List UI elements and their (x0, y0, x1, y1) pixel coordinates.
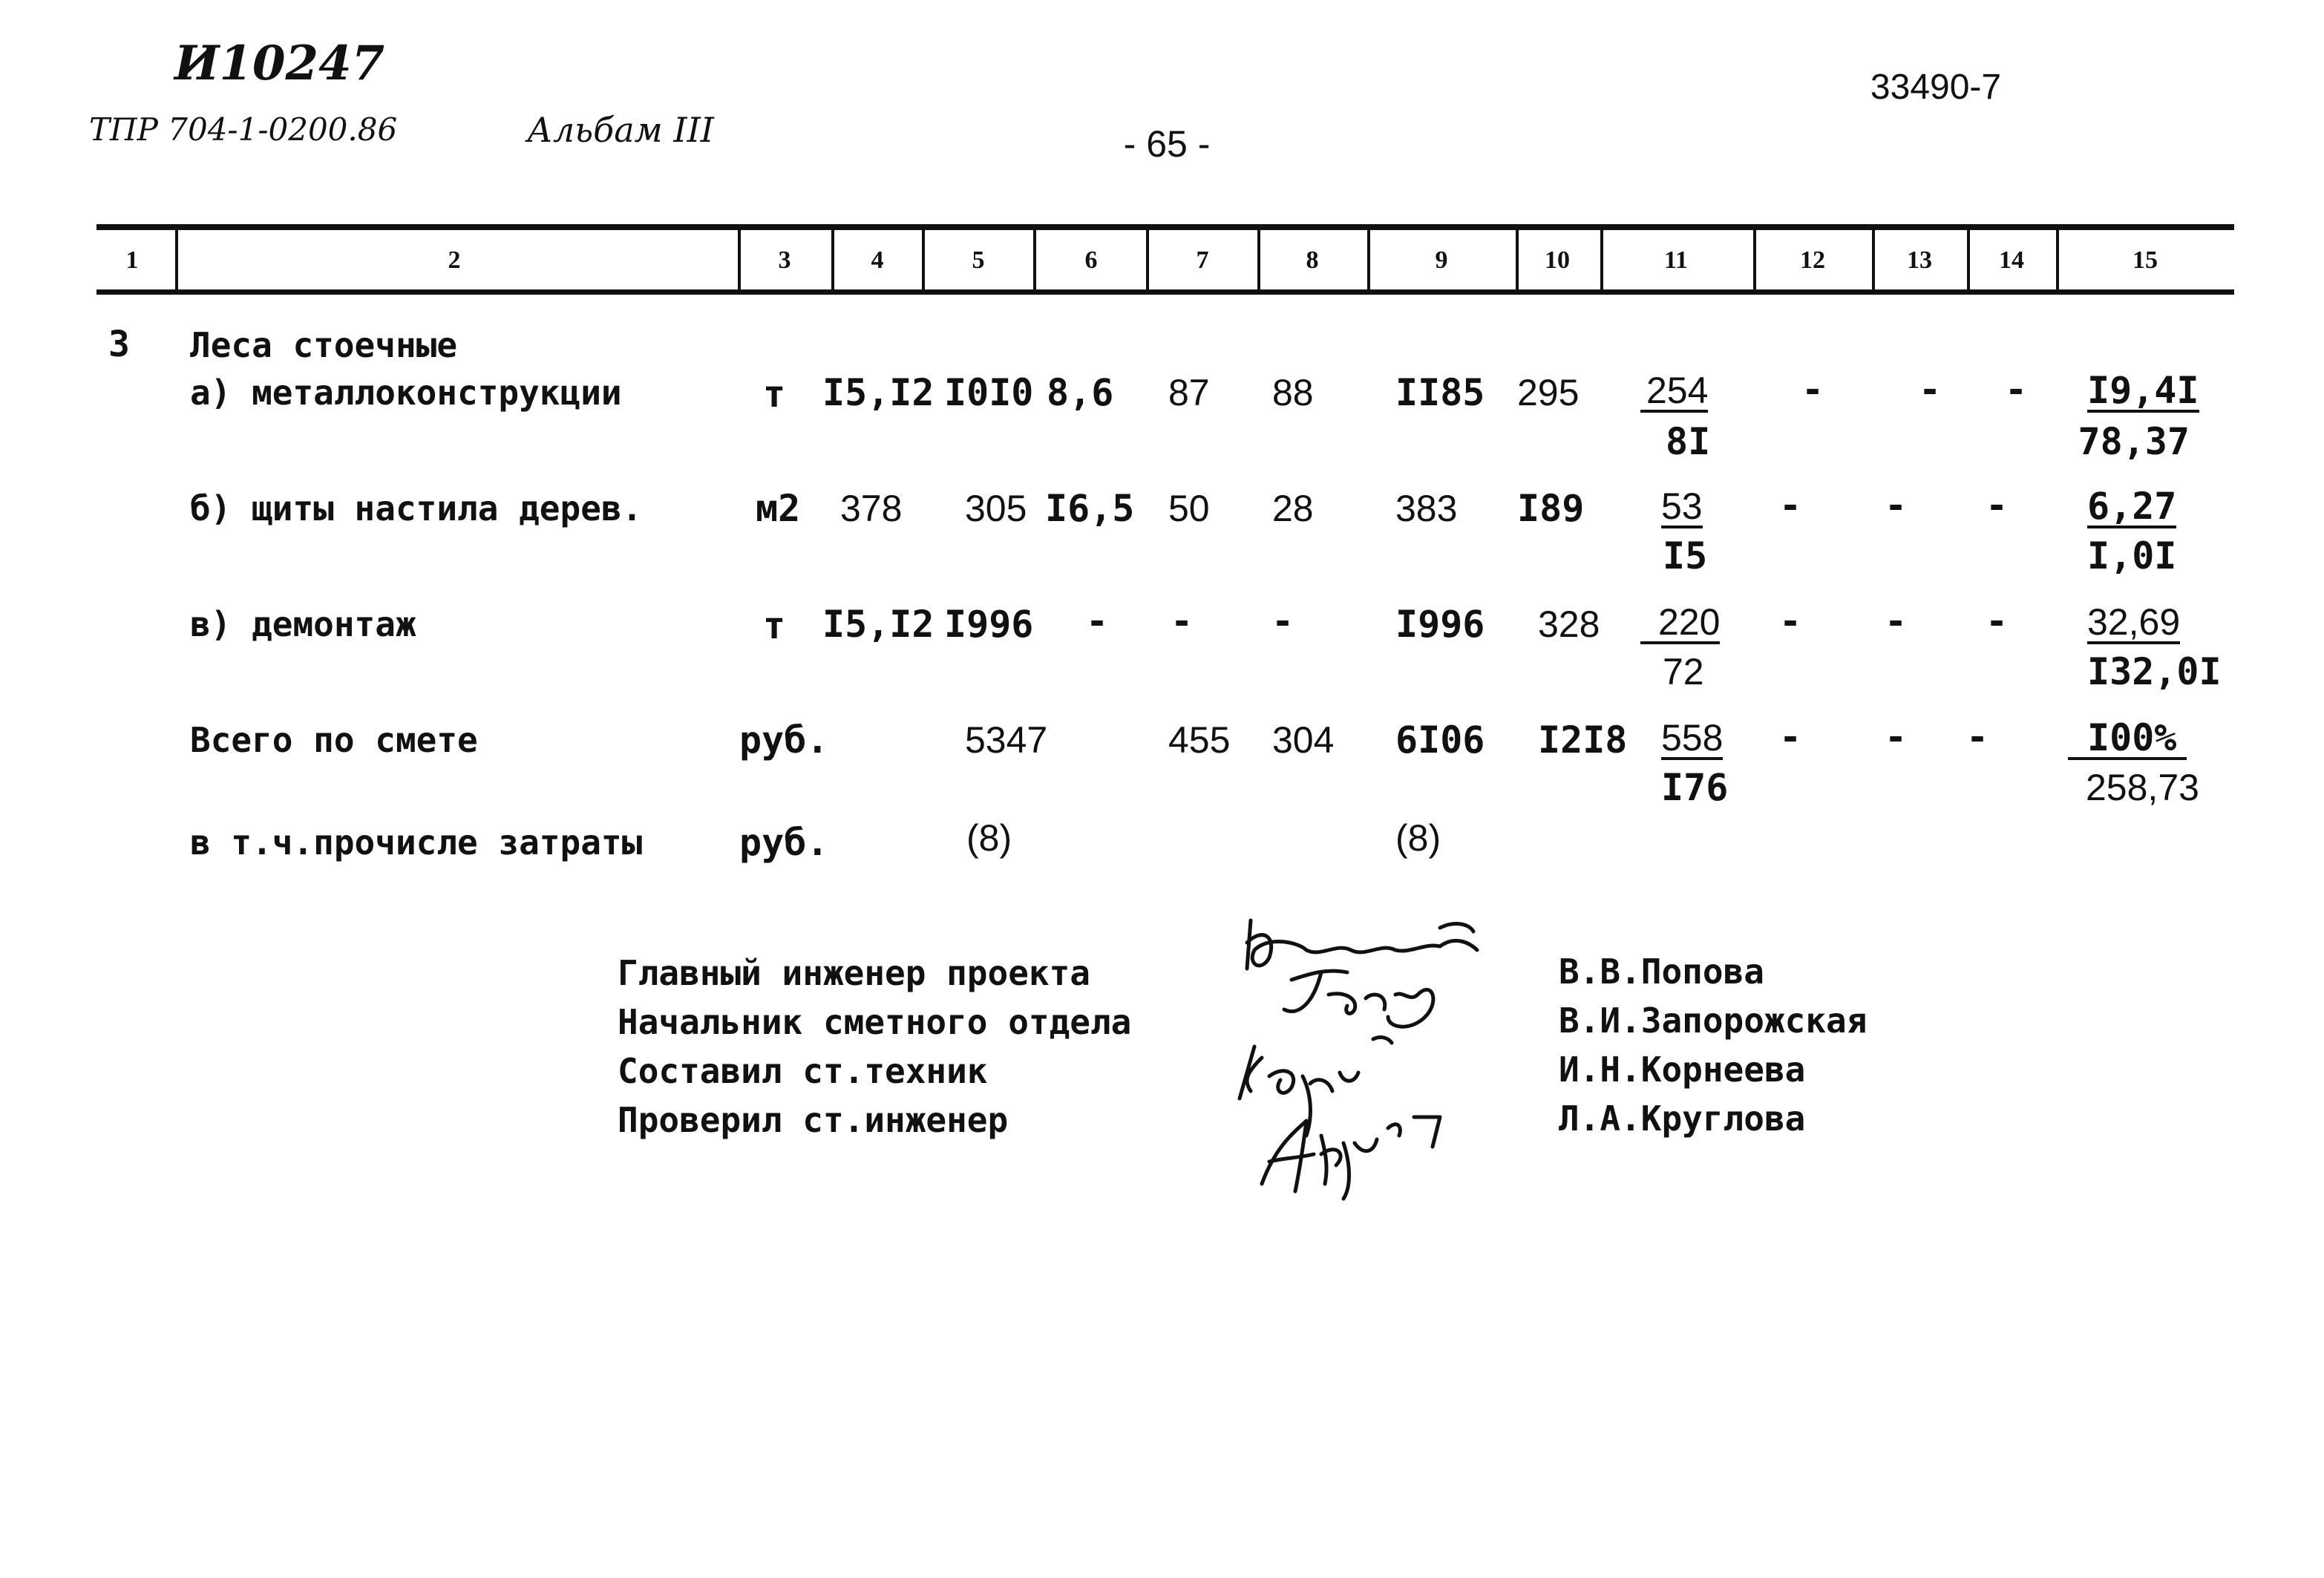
cell-c10: 295 (1517, 372, 1580, 413)
row-name: б) щиты настила дерев. (190, 488, 643, 528)
column-header: 13 (1907, 246, 1932, 274)
cell-c15-top: I9,4I (2087, 369, 2199, 412)
total-c9: 6I06 (1395, 718, 1485, 762)
total-c7: 455 (1168, 719, 1231, 761)
handwritten-document-number: И10247 (174, 36, 385, 91)
column-header: 10 (1545, 246, 1570, 274)
cell-c7: 50 (1168, 488, 1210, 529)
total-c5: 5347 (965, 719, 1048, 761)
cell-c10: I89 (1517, 487, 1585, 530)
column-header: 7 (1196, 246, 1209, 274)
cell-c9: II85 (1395, 371, 1485, 414)
cell-c4: 378 (840, 488, 903, 529)
row-name: а) металлоконструкции (190, 373, 622, 413)
column-divider (1600, 227, 1603, 292)
cell-c12: - (1801, 368, 1824, 411)
signer-role: Составил ст.техник (618, 1051, 988, 1091)
cell-c14: - (1985, 600, 2009, 643)
album-label: Альбам III (527, 110, 714, 150)
cell-c11-bottom: 8I (1666, 420, 1711, 463)
handwritten-signatures (1217, 898, 1514, 1210)
column-header: 9 (1435, 246, 1448, 274)
cell-c4: I5,I2 (822, 603, 934, 646)
row-unit: м2 (756, 487, 801, 530)
section-number: 3 (108, 324, 130, 365)
column-header: 1 (125, 246, 139, 274)
total-c11-top: 558 (1661, 717, 1724, 759)
table-header-rule (96, 289, 2234, 295)
total-c15-bottom: 258,73 (2086, 767, 2199, 808)
page-number: - 65 - (1123, 123, 1211, 165)
total-c10: I2I8 (1538, 718, 1628, 762)
cell-c13: - (1918, 368, 1942, 411)
cell-c12: - (1778, 600, 1802, 643)
cell-c15-top: 32,69 (2087, 601, 2181, 643)
column-divider (831, 227, 834, 292)
cell-c11-bottom: 72 (1663, 651, 1704, 693)
cell-c6: - (1085, 600, 1109, 643)
column-divider (1753, 227, 1756, 292)
cell-c8: - (1271, 600, 1294, 643)
cell-c14: - (2004, 368, 2028, 411)
other-c9: (8) (1395, 817, 1441, 859)
total-c11-bottom: I76 (1661, 766, 1729, 809)
column-divider (1516, 227, 1519, 292)
document-code: 33490-7 (1870, 68, 2002, 107)
total-c15-top: I00% (2068, 718, 2187, 760)
table-top-rule (96, 224, 2234, 230)
column-divider (175, 227, 178, 292)
cell-c8: 28 (1272, 488, 1314, 529)
cell-c14: - (1985, 484, 2009, 527)
signer-role: Начальник сметного отдела (618, 1002, 1132, 1042)
cell-c7: - (1170, 600, 1194, 643)
signer-role: Проверил ст.инженер (618, 1100, 1009, 1140)
row-name: в) демонтаж (190, 604, 416, 644)
cell-c5: I0I0 (944, 371, 1034, 414)
column-header: 14 (1999, 246, 2024, 274)
column-header: 4 (871, 246, 884, 274)
other-c5: (8) (966, 817, 1012, 859)
column-header: 3 (778, 246, 791, 274)
total-name: Всего по смете (190, 720, 478, 760)
column-divider (922, 227, 925, 292)
column-header: 8 (1306, 246, 1319, 274)
column-divider (1872, 227, 1875, 292)
signer-name: В.В.Попова (1559, 952, 1764, 992)
column-divider (1367, 227, 1370, 292)
cell-c7: 87 (1168, 372, 1210, 413)
other-name: в т.ч.прочисле затраты (190, 822, 643, 862)
cell-c11-top: 220 (1640, 603, 1720, 644)
cell-c13: - (1884, 484, 1908, 527)
project-code: ТПР 704-1-0200.86 (89, 111, 398, 148)
total-c12: - (1778, 716, 1802, 759)
column-divider (1146, 227, 1149, 292)
cell-c5: I996 (944, 603, 1034, 646)
column-header: 11 (1663, 246, 1689, 274)
signer-name: Л.А.Круглова (1559, 1099, 1806, 1139)
column-header: 6 (1084, 246, 1098, 274)
column-divider (1257, 227, 1260, 292)
column-divider (1967, 227, 1970, 292)
column-header: 5 (972, 246, 985, 274)
total-c8: 304 (1272, 719, 1335, 761)
column-divider (2056, 227, 2059, 292)
cell-c12: - (1778, 484, 1802, 527)
signer-name: В.И.Запорожская (1559, 1001, 1868, 1041)
column-header: 2 (448, 246, 461, 274)
cell-c9: 383 (1395, 488, 1458, 529)
cell-c13: - (1884, 600, 1908, 643)
cell-c15-bottom: 78,37 (2078, 420, 2190, 463)
column-divider (1033, 227, 1036, 292)
cell-c11-bottom: I5 (1663, 534, 1708, 577)
cell-c15-bottom: I32,0I (2087, 650, 2222, 693)
section-title: Леса стоечные (190, 325, 458, 365)
cell-c8: 88 (1272, 372, 1314, 413)
signer-role: Главный инженер проекта (618, 953, 1090, 993)
cell-c15-top: 6,27 (2087, 485, 2177, 528)
column-divider (738, 227, 741, 292)
cell-c4: I5,I2 (822, 371, 934, 414)
other-unit: руб. (739, 821, 829, 864)
total-unit: руб. (739, 718, 829, 762)
total-c13: - (1884, 716, 1908, 759)
cell-c6: I6,5 (1045, 487, 1135, 530)
cell-c15-bottom: I,0I (2087, 534, 2177, 577)
row-unit: т (763, 604, 786, 647)
cell-c9: I996 (1395, 603, 1485, 646)
cell-c11-top: 254 (1640, 371, 1708, 413)
total-c14: - (1965, 716, 1989, 759)
cell-c11-top: 53 (1661, 485, 1703, 527)
cell-c10: 328 (1538, 603, 1600, 645)
column-header: 12 (1800, 246, 1825, 274)
column-header: 15 (2132, 246, 2158, 274)
row-unit: т (763, 373, 786, 416)
cell-c5: 305 (965, 488, 1027, 529)
cell-c6: 8,6 (1047, 371, 1114, 414)
signer-name: И.Н.Корнеева (1559, 1050, 1806, 1090)
